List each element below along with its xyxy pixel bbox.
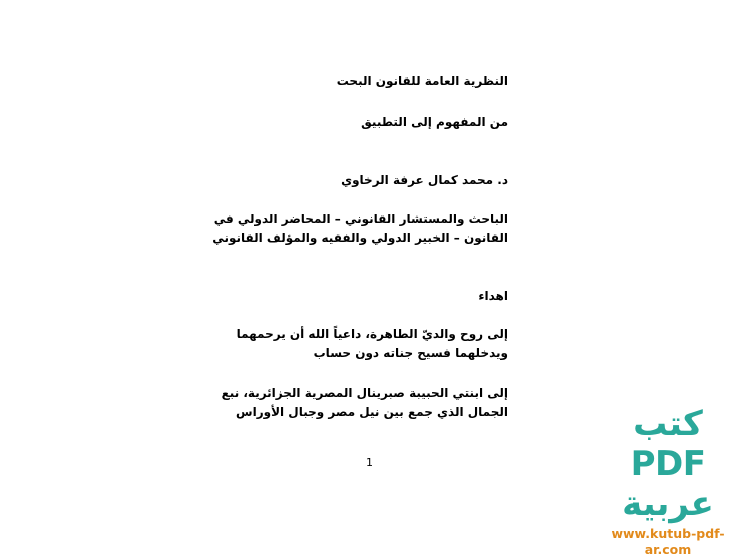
author-role-line-1: الباحث والمستشار القانوني – المحاضر الدولي في: [213, 212, 508, 226]
document-subtitle-block: [208, 113, 508, 132]
dedication-heading: اهداء: [478, 289, 508, 303]
document-title-block: [208, 72, 508, 91]
author-role-block: [208, 210, 508, 248]
watermark-url: www.kutub-pdf-ar.com: [611, 526, 725, 557]
dedication-heading-block: [208, 287, 508, 306]
dedication-daughter-line-2: الجمال الذي جمع بين نيل مصر وجبال الأوراس: [236, 405, 508, 419]
dedication-parents-line-2: ويدخلهما فسيح جناته دون حساب: [313, 346, 508, 360]
author-block: [208, 171, 508, 190]
dedication-daughter-line-1: إلى ابنتي الحبيبة صبرينال المصرية الجزائرية، نبع: [221, 386, 508, 400]
document-subtitle: من المفهوم إلى التطبيق: [361, 115, 508, 129]
page-number: 1: [366, 456, 373, 469]
watermark-title: كتب PDF عربية: [622, 404, 714, 524]
document-title: النظرية العامة للقانون البحت: [336, 74, 508, 88]
dedication-daughter-block: [208, 384, 508, 422]
dedication-parents-block: [208, 325, 508, 363]
site-watermark: [592, 404, 744, 558]
dedication-parents-line-1: إلى روح والديّ الطاهرة، داعياً الله أن يرحمهما: [236, 327, 508, 341]
author-name: د. محمد كمال عرفة الرخاوي: [341, 173, 508, 187]
author-role-line-2: القانون – الخبير الدولي والفقيه والمؤلف القانوني: [212, 231, 508, 245]
